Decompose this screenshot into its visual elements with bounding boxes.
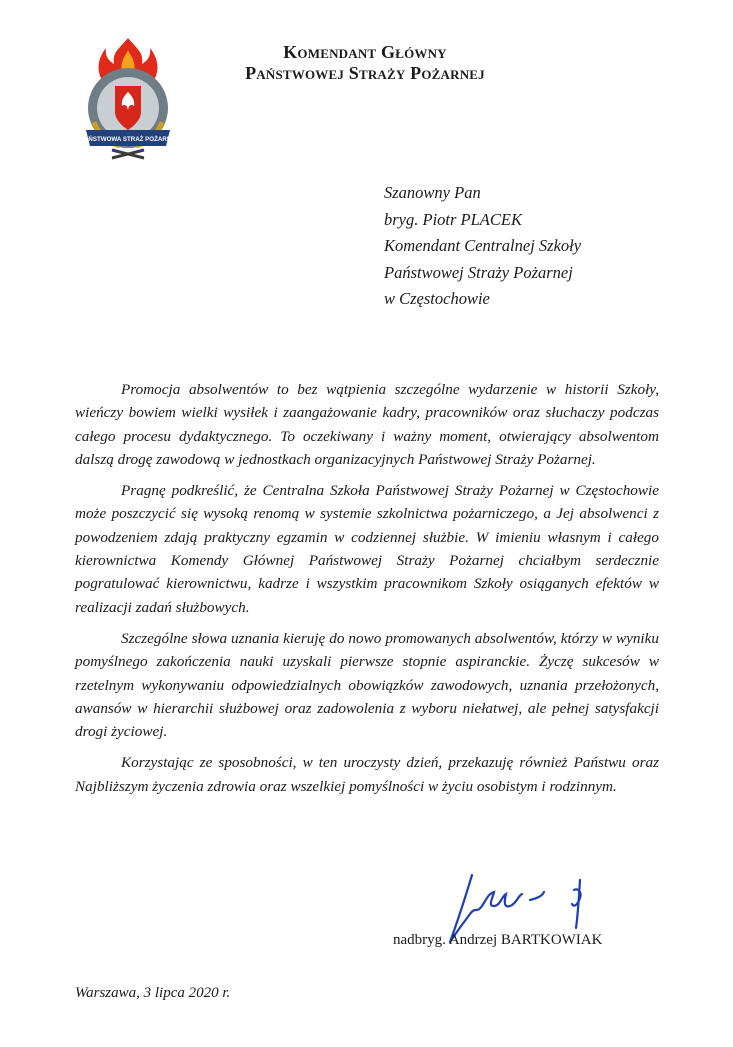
signatory-name: nadbryg. Andrzej BARTKOWIAK (393, 932, 603, 948)
addressee-line: w Częstochowie (384, 289, 490, 308)
svg-text:PAŃSTWOWA STRAŻ POŻARNA: PAŃSTWOWA STRAŻ POŻARNA (80, 136, 176, 143)
addressee-line: bryg. Piotr PLACEK (384, 209, 522, 229)
body-paragraph: Korzystając ze sposobności, w ten uroczysty dzień, przekazuję również Państwu oraz Najbliższym życzenia zdrowia oraz wszelkiej pomyślności w życiu osobistym i rodzinnym. (75, 754, 659, 795)
letterhead-line-1: Komendant Główny (283, 42, 447, 62)
letter-date: Warszawa, 3 lipca 2020 r. (75, 985, 231, 1001)
addressee-line: Komendant Centralnej Szkoły (384, 236, 582, 255)
body-paragraph: Promocja absolwentów to bez wątpienia szczególne wydarzenie w historii Szkoły, wieńczy bowiem wielki wysiłek i zaangażowanie kadry, pracowników oraz słuchaczy podczas całego procesu dydaktycznego. To oczekiwany i ważny moment, otwierający absolwentom dalszą drogę zawodową w jednostkach organizacyjnych Państwowej Straży Pożarnej. (75, 381, 659, 468)
letterhead-title (210, 42, 520, 84)
body-paragraph: Pragnę podkreślić, że Centralna Szkoła Państwowej Straży Pożarnej w Częstochowie może poszczycić się wysoką renomą w systemie szkolnictwa pożarniczego, a Jej absolwenci z powodzeniem zdają praktyczny egzamin w codziennej służbie. W imieniu własnym i całego kierownictwa Komendy Głównej Państwowej Straży Pożarnej chciałbym serdecznie pogratulować kierownictwu, kadrze i wszystkim pracownikom Szkoły osiąganych efektów w realizacji zadań służbowych. (75, 482, 659, 616)
fire-service-emblem-icon (72, 34, 184, 164)
body-paragraph: Szczególne słowa uznania kieruję do nowo promowanych absolwentów, którzy w wyniku pomyślnego zakończenia nauki uzyskali pierwsze stopnie aspiranckie. Życzę sukcesów w rzetelnym wykonywaniu odpowiedzialnych obowiązków zawodowych, uznania przełożonych, awansów w hierarchii służbowej oraz zadowolenia z wyboru niełatwej, ale pełnej satysfakcji drogi życiowej. (75, 629, 659, 741)
addressee-line: Państwowej Straży Pożarnej (384, 262, 573, 282)
addressee-block (384, 180, 581, 313)
letter-body (75, 378, 659, 798)
letterhead-line-2: Państwowej Straży Pożarnej (245, 63, 485, 83)
addressee-line: Szanowny Pan (384, 183, 481, 202)
